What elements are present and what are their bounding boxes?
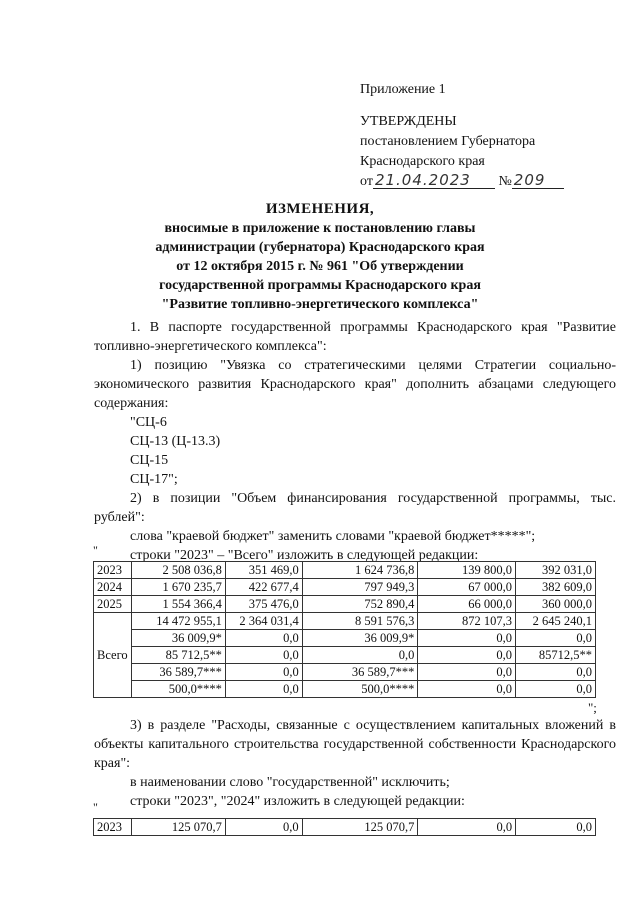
paragraph-8: строки "2023", "2024" изложить в следующей редакции: bbox=[130, 794, 465, 809]
value-cell: 422 677,4 bbox=[225, 579, 302, 596]
value-cell: 0,0 bbox=[225, 664, 302, 681]
capital-investment-table bbox=[93, 818, 596, 836]
table-row bbox=[94, 630, 596, 647]
document-title bbox=[70, 200, 570, 314]
table-row bbox=[94, 681, 596, 698]
value-cell: 36 589,7*** bbox=[131, 664, 225, 681]
number-prefix: № bbox=[498, 174, 512, 189]
value-cell: 752 890,4 bbox=[302, 596, 418, 613]
value-cell: 139 800,0 bbox=[418, 562, 516, 579]
value-cell: 1 670 235,7 bbox=[131, 579, 225, 596]
approval-block bbox=[360, 80, 564, 192]
table-row bbox=[94, 596, 596, 613]
value-cell: 382 609,0 bbox=[516, 579, 596, 596]
value-cell: 8 591 576,3 bbox=[302, 613, 418, 630]
paragraph-2: 1) позицию "Увязка со стратегическими целями Стратегии социально-экономического развития Краснодарского края" дополнить абзацами следующего содержания: bbox=[94, 358, 616, 411]
value-cell: 0,0 bbox=[418, 681, 516, 698]
value-cell: 36 009,9* bbox=[302, 630, 418, 647]
document-body-2 bbox=[94, 716, 616, 811]
financing-table bbox=[93, 561, 596, 698]
value-cell: 0,0 bbox=[418, 819, 516, 836]
table-row bbox=[94, 613, 596, 630]
quote-item-1: "СЦ-6 bbox=[130, 415, 167, 430]
title-line-6: "Развитие топливно-энергетического комплекса" bbox=[161, 297, 479, 312]
table-row bbox=[94, 819, 596, 836]
paragraph-5: строки "2023" – "Всего" изложить в следующей редакции: bbox=[130, 548, 479, 563]
approved-by-line: постановлением Губернатора bbox=[360, 134, 536, 149]
value-cell: 1 624 736,8 bbox=[302, 562, 418, 579]
table-row bbox=[94, 664, 596, 681]
value-cell: 2 508 036,8 bbox=[131, 562, 225, 579]
paragraph-4: слова "краевой бюджет" заменить словами "краевой бюджет*****"; bbox=[130, 529, 536, 544]
total-label-cell: Всего bbox=[94, 613, 132, 698]
document-body bbox=[94, 318, 616, 565]
value-cell: 500,0**** bbox=[131, 681, 225, 698]
quote-item-4: СЦ-17"; bbox=[130, 472, 178, 487]
title-line-5: государственной программы Краснодарского края bbox=[159, 278, 481, 293]
year-cell: 2023 bbox=[94, 819, 132, 836]
value-cell: 66 000,0 bbox=[418, 596, 516, 613]
close-quote-1: "; bbox=[588, 700, 597, 715]
paragraph-7: в наименовании слово "государственной" исключить; bbox=[130, 775, 450, 790]
value-cell: 0,0 bbox=[225, 681, 302, 698]
year-cell: 2025 bbox=[94, 596, 132, 613]
value-cell: 392 031,0 bbox=[516, 562, 596, 579]
open-quote-2: " bbox=[93, 800, 98, 814]
value-cell: 0,0 bbox=[418, 647, 516, 664]
handwritten-number: 209 bbox=[512, 172, 564, 189]
title-line-4: от 12 октября 2015 г. № 961 "Об утверждении bbox=[176, 259, 464, 274]
value-cell: 36 589,7*** bbox=[302, 664, 418, 681]
date-prefix: от bbox=[360, 174, 373, 189]
title-line-3: администрации (губернатора) Краснодарского края bbox=[155, 240, 485, 255]
value-cell: 125 070,7 bbox=[302, 819, 418, 836]
value-cell: 1 554 366,4 bbox=[131, 596, 225, 613]
open-quote-1: " bbox=[93, 543, 98, 557]
value-cell: 0,0 bbox=[516, 664, 596, 681]
value-cell: 14 472 955,1 bbox=[131, 613, 225, 630]
paragraph-3: 2) в позиции "Объем финансирования государственной программы, тыс. рублей": bbox=[94, 491, 616, 525]
value-cell: 872 107,3 bbox=[418, 613, 516, 630]
value-cell: 0,0 bbox=[516, 681, 596, 698]
title-line-2: вносимые в приложение к постановлению главы bbox=[164, 221, 476, 236]
table-row bbox=[94, 562, 596, 579]
value-cell: 36 009,9* bbox=[131, 630, 225, 647]
approved-heading: УТВЕРЖДЕНЫ bbox=[360, 114, 457, 129]
handwritten-date: 21.04.2023 bbox=[373, 172, 495, 189]
value-cell: 0,0 bbox=[225, 630, 302, 647]
appendix-label: Приложение 1 bbox=[360, 82, 446, 97]
value-cell: 360 000,0 bbox=[516, 596, 596, 613]
quote-item-2: СЦ-13 (Ц-13.3) bbox=[130, 434, 221, 449]
value-cell: 0,0 bbox=[516, 630, 596, 647]
table-row bbox=[94, 579, 596, 596]
value-cell: 85 712,5** bbox=[131, 647, 225, 664]
value-cell: 797 949,3 bbox=[302, 579, 418, 596]
value-cell: 351 469,0 bbox=[225, 562, 302, 579]
value-cell: 0,0 bbox=[418, 630, 516, 647]
value-cell: 0,0 bbox=[302, 647, 418, 664]
approved-by-region: Краснодарского края bbox=[360, 154, 485, 169]
value-cell: 125 070,7 bbox=[131, 819, 225, 836]
quote-item-3: СЦ-15 bbox=[130, 453, 169, 468]
value-cell: 2 645 240,1 bbox=[516, 613, 596, 630]
value-cell: 0,0 bbox=[516, 819, 596, 836]
year-cell: 2024 bbox=[94, 579, 132, 596]
value-cell: 375 476,0 bbox=[225, 596, 302, 613]
table-row bbox=[94, 647, 596, 664]
title-line-1: ИЗМЕНЕНИЯ, bbox=[265, 201, 375, 217]
value-cell: 85712,5** bbox=[516, 647, 596, 664]
value-cell: 0,0 bbox=[418, 664, 516, 681]
value-cell: 500,0**** bbox=[302, 681, 418, 698]
value-cell: 2 364 031,4 bbox=[225, 613, 302, 630]
paragraph-6: 3) в разделе "Расходы, связанные с осуществлением капитальных вложений в объекты капитального строительства государственной собственности Краснодарского края": bbox=[94, 718, 616, 771]
paragraph-1: 1. В паспорте государственной программы Краснодарского края "Развитие топливно-энергетического комплекса": bbox=[94, 320, 616, 354]
approval-date-line bbox=[360, 172, 564, 192]
value-cell: 0,0 bbox=[225, 647, 302, 664]
value-cell: 0,0 bbox=[225, 819, 302, 836]
year-cell: 2023 bbox=[94, 562, 132, 579]
value-cell: 67 000,0 bbox=[418, 579, 516, 596]
